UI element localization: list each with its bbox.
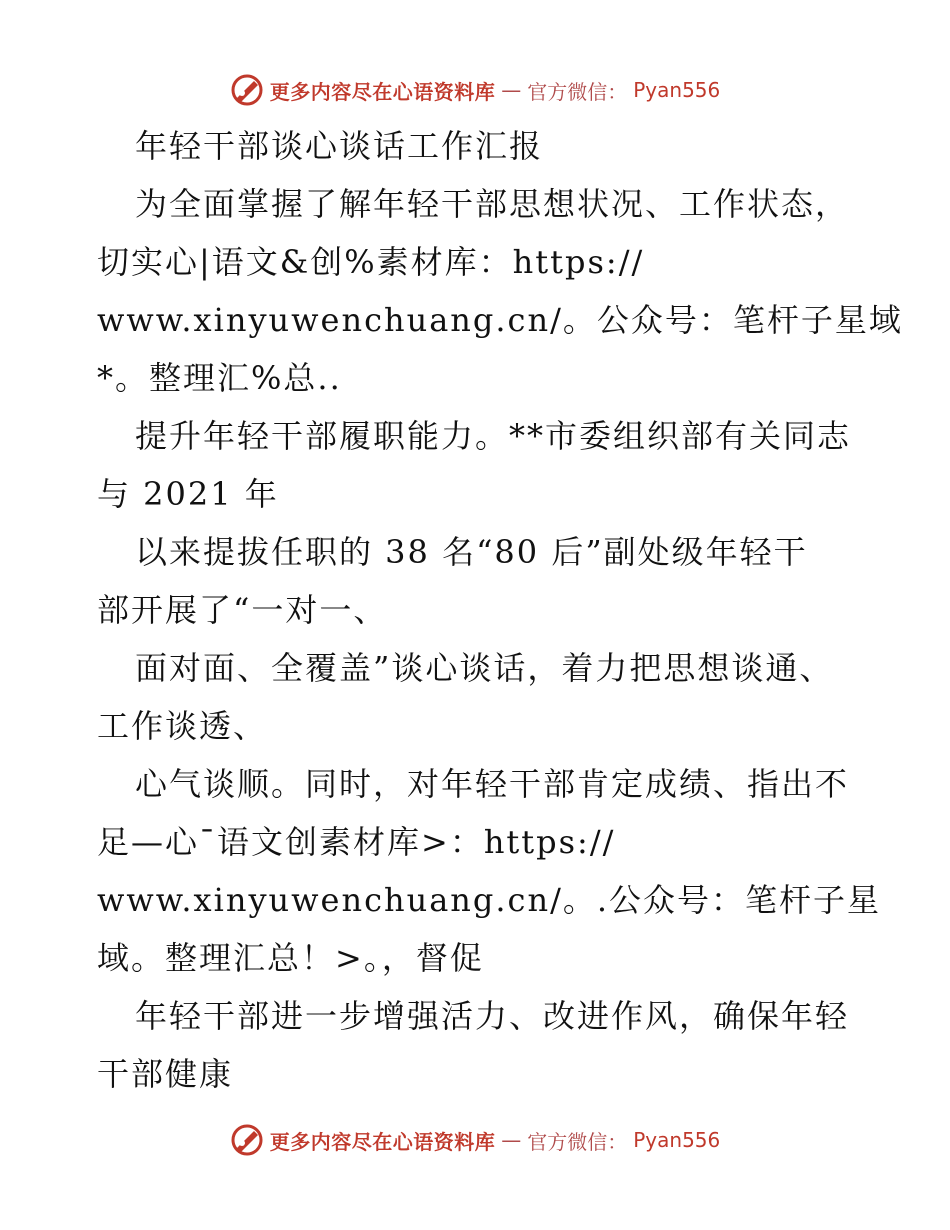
paragraph-line: 工作谈透、 xyxy=(97,707,268,745)
banner-dash: — xyxy=(501,1128,522,1152)
header-banner xyxy=(0,70,950,110)
banner-wechat-label: 官方微信： xyxy=(527,1129,628,1154)
banner-wechat-id: Pyan556 xyxy=(633,1128,721,1152)
paragraph-line: 域。整理汇总！>。，督促 xyxy=(97,939,484,977)
paragraph-line: *。整理汇%总.. xyxy=(97,359,342,397)
paragraph-line: www.xinyuwenchuang.cn/。.公众号：笔杆子星 xyxy=(97,881,882,919)
paragraph-line: 年轻干部进一步增强活力、改进作风，确保年轻 xyxy=(135,997,850,1035)
banner-title: 更多内容尽在心语资料库 xyxy=(269,1129,496,1154)
paragraph-line: www.xinyuwenchuang.cn/。公众号：笔杆子星域 xyxy=(97,301,903,339)
banner-wechat-label: 官方微信： xyxy=(527,79,628,104)
paragraph-line: 切实心|语文&创%素材库：https:// xyxy=(97,243,645,281)
pen-logo-icon xyxy=(230,73,264,107)
paragraph-line: 足—心¯语文创素材库>：https:// xyxy=(97,823,616,861)
paragraph-line: 与 2021 年 xyxy=(97,475,279,513)
banner-title: 更多内容尽在心语资料库 xyxy=(269,79,496,104)
paragraph-line: 干部健康 xyxy=(97,1055,234,1093)
paragraph-line: 以来提拔任职的 38 名“80 后”副处级年轻干 xyxy=(135,533,808,571)
paragraph-line: 面对面、全覆盖”谈心谈话，着力把思想谈通、 xyxy=(135,649,834,687)
document-title: 年轻干部谈心谈话工作汇报 xyxy=(135,127,544,165)
footer-banner xyxy=(0,1120,950,1160)
paragraph-line: 心气谈顺。同时，对年轻干部肯定成绩、指出不 xyxy=(135,765,850,803)
banner-wechat-id: Pyan556 xyxy=(633,78,721,102)
paragraph-line: 提升年轻干部履职能力。**市委组织部有关同志 xyxy=(135,417,852,455)
banner-dash: — xyxy=(501,78,522,102)
paragraph-line: 部开展了“一对一、 xyxy=(97,591,388,629)
pen-logo-icon xyxy=(230,1123,264,1157)
paragraph-line: 为全面掌握了解年轻干部思想状况、工作状态， xyxy=(135,185,850,223)
